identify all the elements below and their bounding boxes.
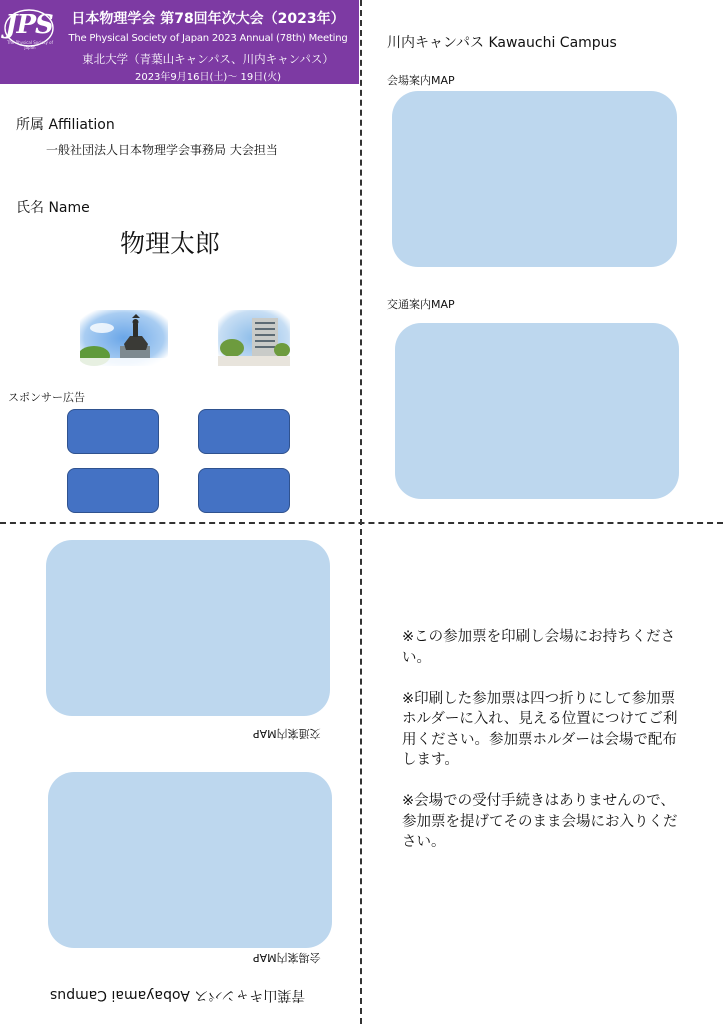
kawauchi-transport-map[interactable] [395,323,679,499]
aobayama-venue-map-label: 会場案内MAP [253,951,321,964]
affiliation-label: 所属 Affiliation [16,117,115,133]
sponsor-ad-4[interactable] [198,468,290,513]
name-label: 氏名 Name [16,200,90,216]
sponsor-ad-3[interactable] [67,468,159,513]
logo-text: JPS [5,10,53,40]
note-item: ※会場での受付手続きはありませんので、参加票を提げてそのまま会場にお入りください。 [402,793,678,850]
aobayama-transport-map[interactable] [46,540,330,716]
kawauchi-venue-map-label: 会場案内MAP [387,74,455,87]
note-item: ※この参加票を印刷し会場にお持ちください。 [402,629,676,666]
jps-logo [3,6,55,52]
affiliation-value: 一般社団法人日本物理学会事務局 大会担当 [46,143,278,157]
participant-name: 物理太郎 [120,229,221,258]
sponsor-ad-2[interactable] [198,409,290,454]
aobayama-title: 青葉山キャンパス Aobayamai Campus [50,987,306,1003]
instructions-notes [402,627,684,873]
meeting-title-ja: 日本物理学会 第78回年次大会（2023年） [71,11,345,27]
kawauchi-transport-map-label: 交通案内MAP [387,298,455,311]
header-banner [0,0,359,84]
note-item: ※印刷した参加票は四つ折りにして参加票ホルダーに入れ、見える位置につけてご利用ください。参加票ホルダーは会場で配布します。 [402,690,678,768]
aobayama-transport-map-label: 交通案内MAP [253,727,321,740]
aobayama-venue-map[interactable] [48,772,332,948]
meeting-dates: 2023年9月16日(土)～ 19日(火) [134,72,282,83]
sponsor-label: スポンサー広告 [8,391,85,404]
meeting-venue: 東北大学（青葉山キャンパス、川内キャンパス） [82,52,334,66]
kawauchi-venue-map[interactable] [392,91,677,267]
meeting-title-en: The Physical Society of Japan 2023 Annual (78th) Meeting [68,33,348,44]
kawauchi-title: 川内キャンパス Kawauchi Campus [387,35,617,51]
sponsor-ad-1[interactable] [67,409,159,454]
horizontal-fold-line [0,522,723,524]
logo-subtext: The Physical Society of Japan [6,40,54,50]
campus-building-photo [218,310,290,366]
statue-photo [80,310,168,366]
vertical-fold-line [360,0,362,1024]
